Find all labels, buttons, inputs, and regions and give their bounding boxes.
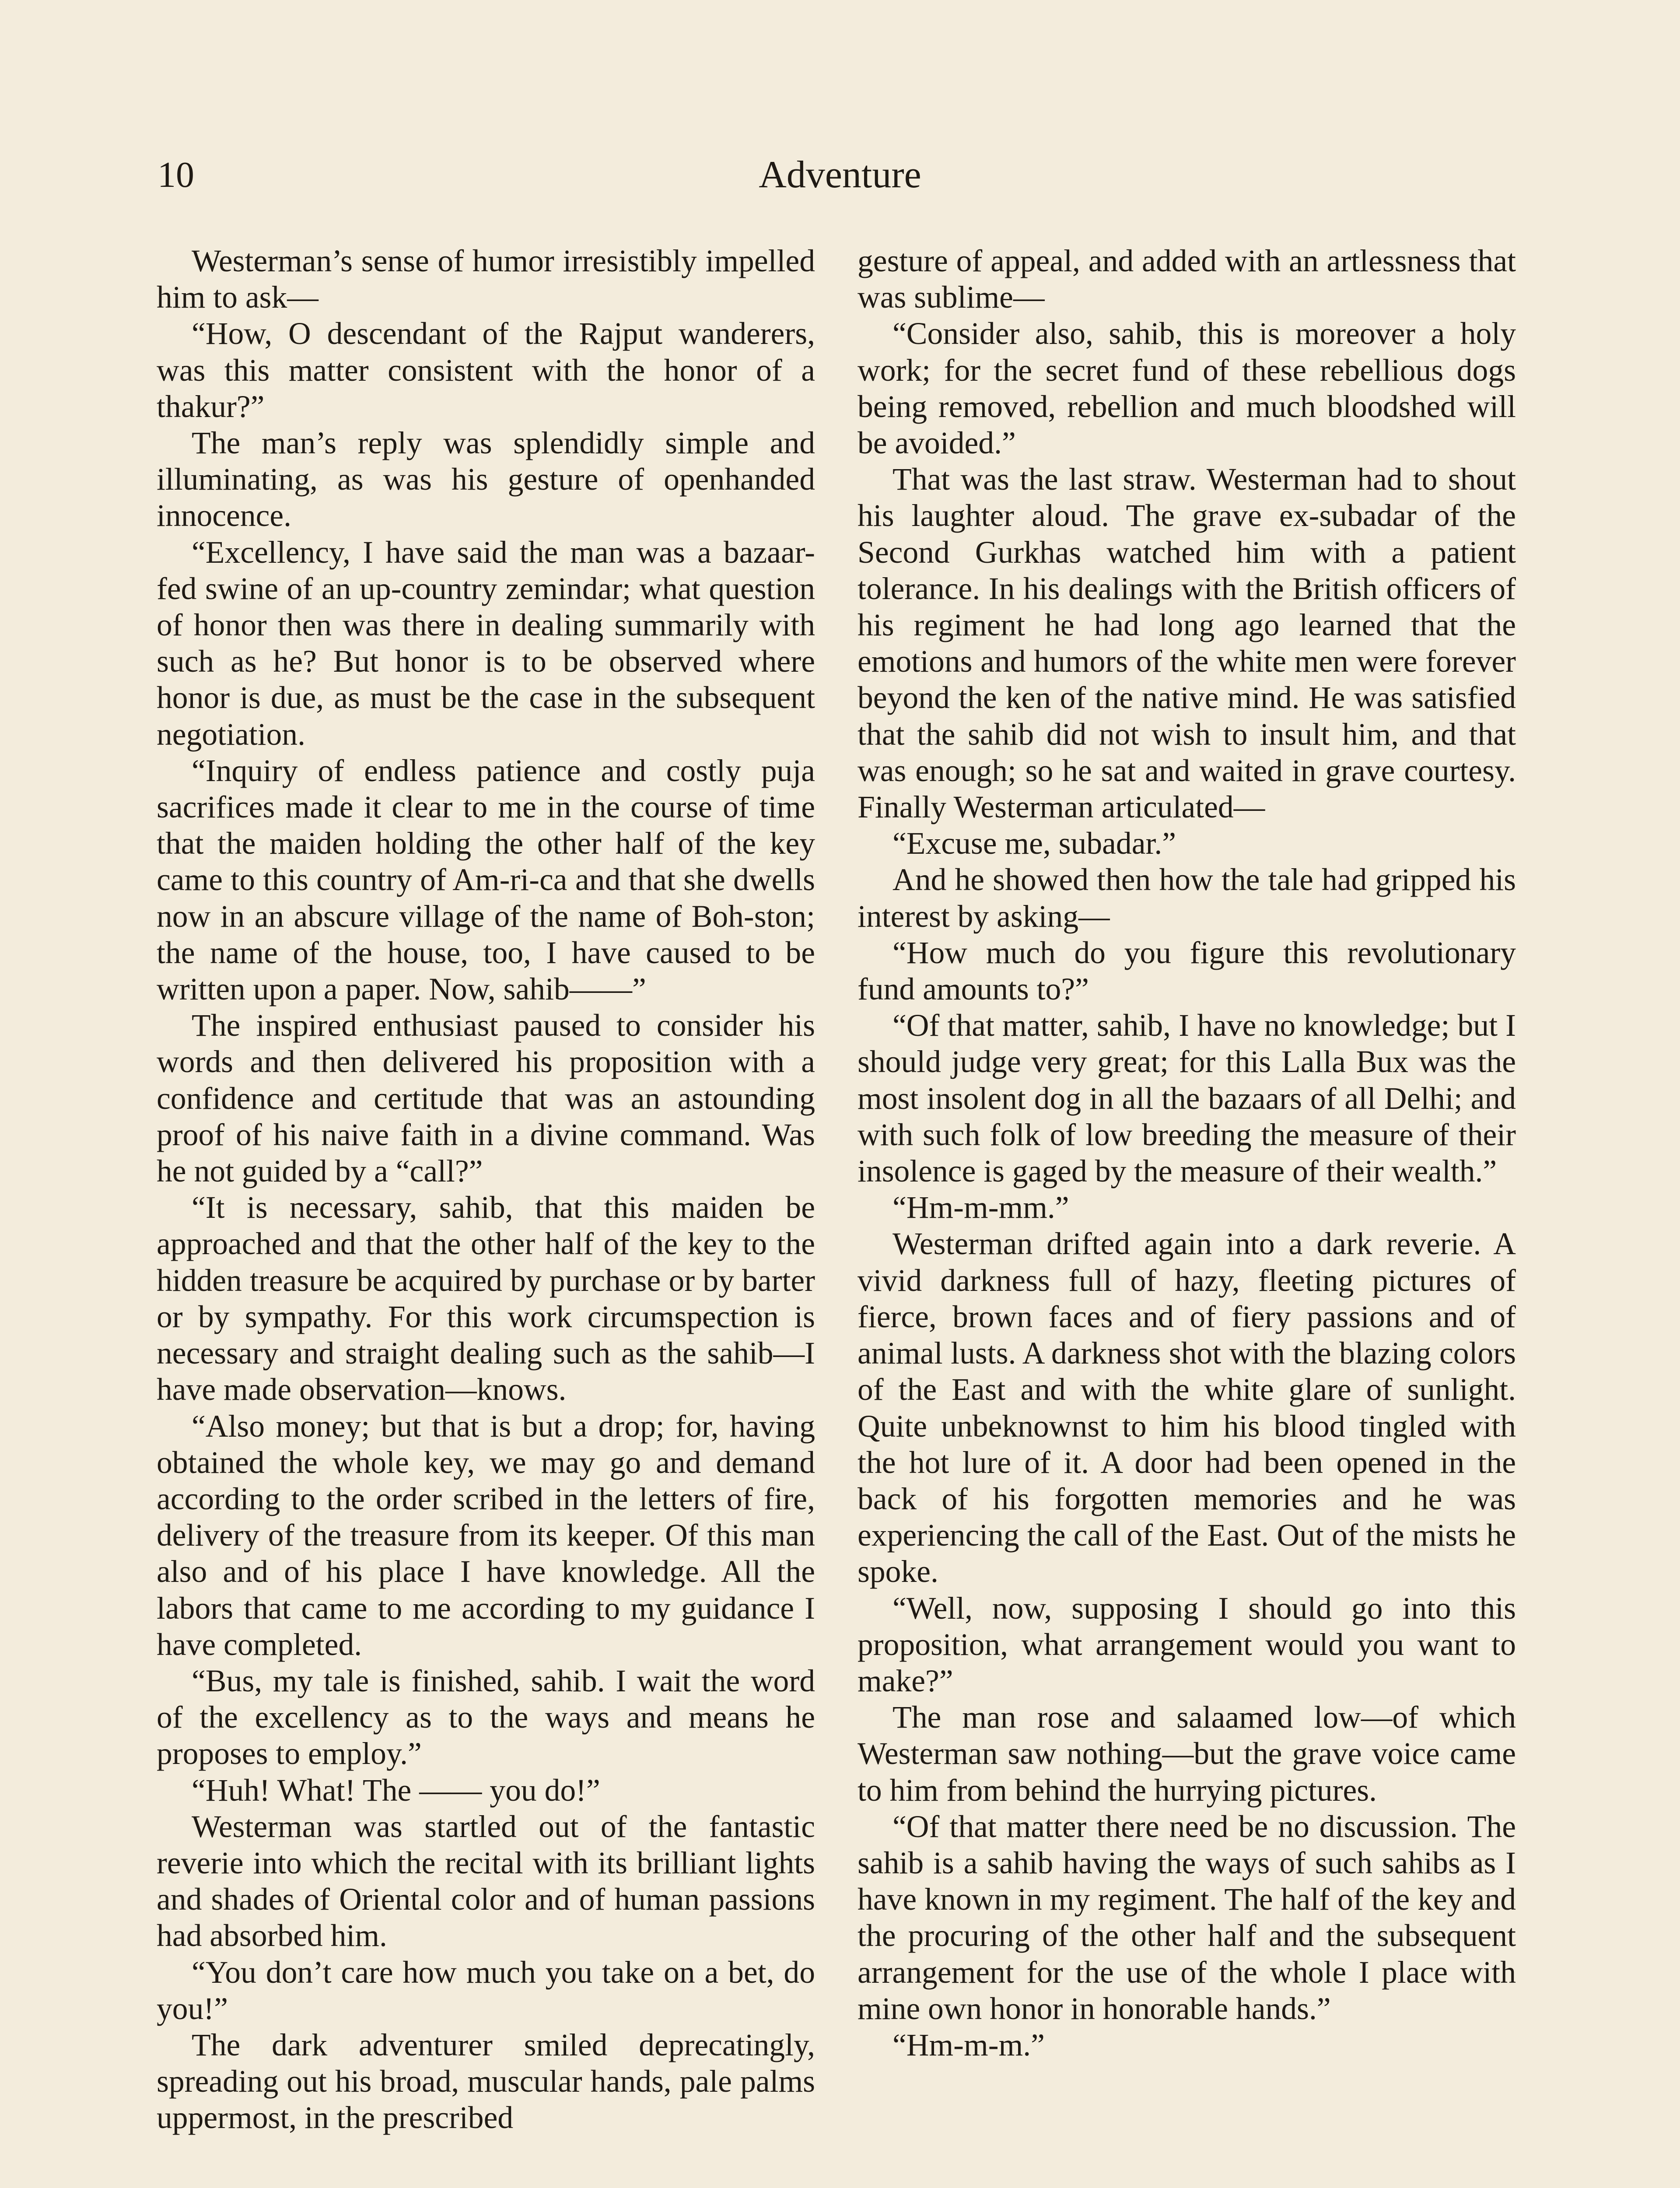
right-column (858, 243, 1516, 2063)
page-number: 10 (158, 154, 194, 195)
paragraph: Westerman’s sense of humor irresistibly impelled him to ask— (157, 244, 815, 315)
paragraph: “Of that matter, sahib, I have no knowledge; but I should judge very great; for this Lalla Bux was the most insolent dog in all the bazaars of all Delhi; and with such folk of low breeding the measure of their insolence is gaged by the measure of their wealth.” (858, 1008, 1516, 1189)
paragraph: “Excuse me, subadar.” (892, 826, 1176, 861)
paragraph-continued: gesture of appeal, and added with an artlessness that was sublime— (858, 244, 1516, 315)
paragraph: “Excellency, I have said the man was a bazaar-fed swine of an up-country zemindar; what question of honor then was there in dealing summarily with such as he? But honor is to be observed where honor is due, as must be the case in the subsequent negotiation. (157, 535, 815, 752)
paragraph: And he showed then how the tale had gripped his interest by asking— (858, 863, 1516, 934)
paragraph: Westerman was startled out of the fantastic reverie into which the recital with its brilliant lights and shades of Oriental color and of human passions had absorbed him. (157, 1809, 815, 1953)
paragraph: “Also money; but that is but a drop; for, having obtained the whole key, we may go and demand according to the order scribed in the letters of fire, delivery of the treasure from its keeper. Of this man also and of his place I have knowledge. All the labors that came to me according to my guidance I have completed. (157, 1409, 815, 1662)
paragraph: “Hm-m-mm.” (892, 1190, 1069, 1225)
paragraph: “Inquiry of endless patience and costly puja sacrifices made it clear to me in the course of time that the maiden holding the other half of the key came to this country of Am-ri-ca and that she dwells now in an abscure village of the name of Boh-ston; the name of the house, too, I have caused to be written upon a paper. Now, sahib——” (157, 753, 815, 1007)
paragraph: The man’s reply was splendidly simple and illuminating, as was his gesture of openhanded innocence. (157, 426, 815, 533)
paragraph: “Well, now, supposing I should go into this proposition, what arrangement would you want to make?” (858, 1591, 1516, 1698)
paragraph: “Hm-m-m.” (892, 2027, 1045, 2062)
paragraph: “You don’t care how much you take on a bet, do you!” (157, 1955, 815, 2026)
paragraph: The dark adventurer smiled deprecatingly, spreading out his broad, muscular hands, pale palms uppermost, in the prescribed (157, 2027, 815, 2135)
left-column (157, 243, 815, 2136)
paragraph: “How, O descendant of the Rajput wanderers, was this matter consistent with the honor of a thakur?” (157, 316, 815, 424)
paragraph: The inspired enthusiast paused to consider his words and then delivered his proposition with a confidence and certitude that was an astounding proof of his naive faith in a divine command. Was he not guided by a “call?” (157, 1008, 815, 1189)
paragraph: That was the last straw. Westerman had to shout his laughter aloud. The grave ex-subadar of the Second Gurkhas watched him with a patient tolerance. In his dealings with the British officers of his regiment he had long ago learned that the emotions and humors of the white men were forever beyond the ken of the native mind. He was satisfied that the sahib did not wish to insult him, and that was enough; so he sat and waited in grave courtesy. Finally Westerman articulated— (858, 462, 1516, 825)
paragraph: “How much do you figure this revolutionary fund amounts to?” (858, 935, 1516, 1007)
paragraph: “Of that matter there need be no discussion. The sahib is a sahib having the ways of such sahibs as I have known in my regiment. The half of the key and the procuring of the other half and the subsequent arrangement for the use of the whole I place with mine own honor in honorable hands.” (858, 1809, 1516, 2026)
paragraph: “Consider also, sahib, this is moreover a holy work; for the secret fund of these rebellious dogs being removed, rebellion and much bloodshed will be avoided.” (858, 316, 1516, 461)
paragraph: “Bus, my tale is finished, sahib. I wait the word of the excellency as to the ways and means he proposes to employ.” (157, 1663, 815, 1771)
paragraph: The man rose and salaamed low—of which Westerman saw nothing—but the grave voice came to him from behind the hurrying pictures. (858, 1700, 1516, 1808)
page-header (158, 149, 1522, 201)
paragraph: Westerman drifted again into a dark reverie. A vivid darkness full of hazy, fleeting pictures of fierce, brown faces and of fiery passions and of animal lusts. A darkness shot with the blazing colors of the East and with the white glare of sunlight. Quite unbeknownst to him his blood tingled with the hot lure of it. A door had been opened in the back of his forgotten memories and he was experiencing the call of the East. Out of the mists he spoke. (858, 1227, 1516, 1589)
magazine-title: Adventure (759, 154, 921, 196)
paragraph: “It is necessary, sahib, that this maiden be approached and that the other half of the key to the hidden treasure be acquired by purchase or by barter or by sympathy. For this work circumspection is necessary and straight dealing such as the sahib—I have made observation—knows. (157, 1190, 815, 1407)
paragraph: “Huh! What! The —— you do!” (192, 1773, 600, 1808)
